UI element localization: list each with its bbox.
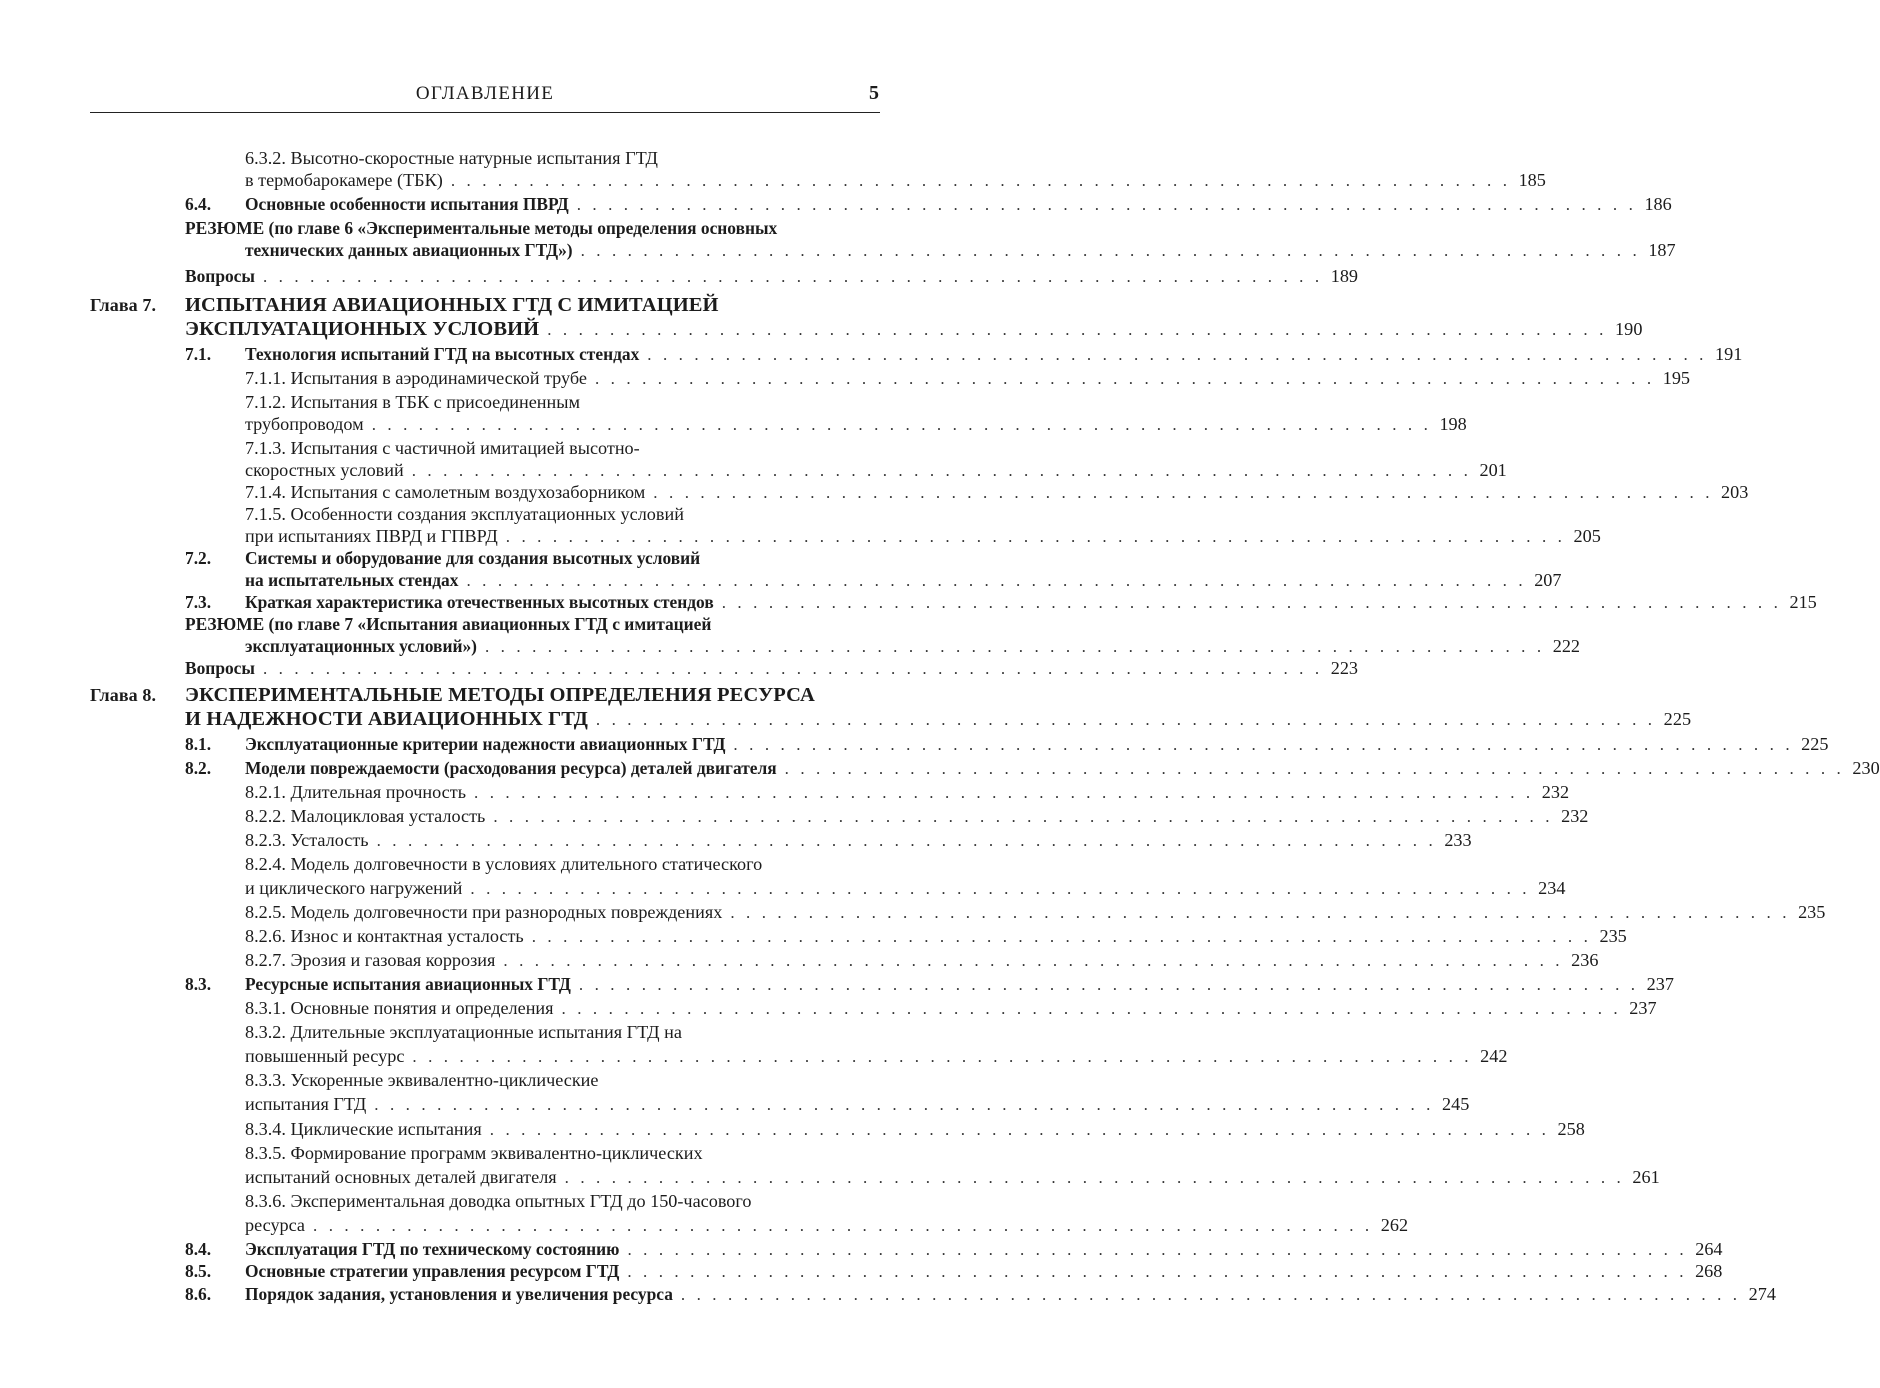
page-number: 237 — [1646, 974, 1674, 994]
page-number: 198 — [1439, 414, 1467, 434]
section-number: 8.6. — [185, 1284, 212, 1304]
entry-title: 8.2.4. Модель долговечности в условиях длительного статического — [245, 854, 763, 874]
page-number: 225 — [1663, 709, 1692, 729]
toc-entry-row — [245, 996, 1657, 1021]
dot-leader: . . . . . . . . . . . . . . . . . . . . . . . . . . . . . . . . . . . . . . . . . . . . . . . . . . . . . . . . . . . . . . . . . . . . — [371, 415, 1432, 434]
page-number: 235 — [1599, 926, 1627, 946]
toc-entry-row — [185, 216, 785, 240]
entry-title: и циклического нагружений — [245, 878, 463, 898]
dot-leader: . . . . . . . . . . . . . . . . . . . . . . . . . . . . . . . . . . . . . . . . . . . . . . . . . . . . . . . . . . . . . . . . . . . . — [576, 195, 1637, 214]
toc-entry — [0, 1165, 1660, 1189]
toc-entry-row — [245, 1282, 1776, 1307]
page-number: 235 — [1798, 902, 1826, 922]
page-number: 268 — [1695, 1261, 1723, 1281]
toc-entry-row — [245, 146, 666, 170]
entry-title: 8.3.6. Экспериментальная доводка опытных ГТД до 150-часового — [245, 1191, 752, 1211]
toc-entry-row — [245, 852, 770, 876]
toc-entry — [0, 924, 1627, 948]
entry-title: Основные стратегии управления ресурсом ГТД — [245, 1261, 620, 1281]
entry-title: испытания ГТД — [245, 1094, 367, 1114]
entry-title: Краткая характеристика отечественных высотных стендов — [245, 592, 714, 612]
dot-leader: . . . . . . . . . . . . . . . . . . . . . . . . . . . . . . . . . . . . . . . . . . . . . . . . . . . . . . . . . . . . . . . . . . . . — [531, 927, 1592, 946]
toc-entry — [0, 293, 969, 317]
toc-entry-row — [245, 876, 1566, 901]
dot-leader: . . . . . . . . . . . . . . . . . . . . . . . . . . . . . . . . . . . . . . . . . . . . . . . . . . . . . . . . . . . . . . . . . . . . — [376, 831, 1437, 850]
toc-entry-row — [245, 390, 588, 414]
dot-leader: . . . . . . . . . . . . . . . . . . . . . . . . . . . . . . . . . . . . . . . . . . . . . . . . . . . . . . . . . . . . . . . . . . . . — [466, 571, 1527, 590]
entry-title: испытаний основных деталей двигателя — [245, 1167, 557, 1187]
entry-title: 8.3.1. Основные понятия и определения — [245, 998, 554, 1018]
dot-leader: . . . . . . . . . . . . . . . . . . . . . . . . . . . . . . . . . . . . . . . . . . . . . . . . . . . . . . . . . . . . . . . . . . . . — [580, 241, 1641, 260]
entry-title: Технология испытаний ГТД на высотных стендах — [245, 344, 640, 364]
toc-entry — [0, 612, 969, 636]
toc-entry — [0, 948, 1599, 972]
dot-leader: . . . . . . . . . . . . . . . . . . . . . . . . . . . . . . . . . . . . . . . . . . . . . . . . . . . . . . . . . . . . . . . . . . . . — [653, 483, 1714, 502]
page-number: 215 — [1789, 592, 1817, 612]
toc-entry — [0, 900, 1826, 924]
entry-title: в термобарокамере (ТБК) — [245, 170, 443, 190]
page-number: 258 — [1557, 1119, 1585, 1139]
entry-title: РЕЗЮМЕ (по главе 6 «Экспериментальные методы определения основных — [185, 218, 778, 238]
section-number: 8.5. — [185, 1261, 212, 1281]
entry-title: 7.1.2. Испытания в ТБК с присоединенным — [245, 392, 581, 412]
toc-entry — [0, 216, 969, 240]
page-number: 186 — [1644, 194, 1672, 214]
page-number: 225 — [1801, 734, 1829, 754]
dot-leader: . . . . . . . . . . . . . . . . . . . . . . . . . . . . . . . . . . . . . . . . . . . . . . . . . . . . . . . . . . . . . . . . . . . . — [784, 759, 1845, 778]
dot-leader: . . . . . . . . . . . . . . . . . . . . . . . . . . . . . . . . . . . . . . . . . . . . . . . . . . . . . . . . . . . . . . . . . . . . — [450, 171, 1511, 190]
toc-entry — [0, 1141, 969, 1165]
entry-title: Эксплуатационные критерии надежности авиационных ГТД — [245, 734, 726, 754]
toc-entry-row — [245, 238, 1676, 263]
page-number: 205 — [1573, 526, 1601, 546]
entry-title: 6.3.2. Высотно-скоростные натурные испытания ГТД — [245, 148, 658, 168]
toc-entry — [0, 780, 1570, 804]
entry-title: 7.1.5. Особенности создания эксплуатационных условий — [245, 504, 684, 524]
dot-leader: . . . . . . . . . . . . . . . . . . . . . . . . . . . . . . . . . . . . . . . . . . . . . . . . . . . . . . . . . . . . . . . . . . . . — [474, 783, 1534, 802]
toc-entry-row — [245, 732, 1829, 757]
section-number: 6.4. — [185, 194, 212, 214]
page-number: 185 — [1518, 170, 1546, 190]
dot-leader: . . . . . . . . . . . . . . . . . . . . . . . . . . . . . . . . . . . . . . . . . . . . . . . . . . . . . . . . . . . . . . . . . . . . — [730, 903, 1791, 922]
page-number: 232 — [1541, 782, 1570, 802]
chapter-label: Глава 7. — [90, 295, 157, 315]
entry-title: 7.1.3. Испытания с частичной имитацией высотно- — [245, 438, 640, 458]
entry-title: ЭКСПЕРИМЕНТАЛЬНЫЕ МЕТОДЫ ОПРЕДЕЛЕНИЯ РЕСУРСА — [185, 684, 815, 706]
toc-entry — [0, 1068, 969, 1092]
running-header — [90, 80, 880, 113]
section-number: 8.4. — [185, 1239, 212, 1259]
entry-title: скоростных условий — [245, 460, 404, 480]
toc-entry — [0, 168, 1546, 192]
toc-entry — [0, 192, 1672, 216]
toc-entry — [0, 480, 1749, 504]
page-number: 190 — [1614, 319, 1643, 339]
chapter-label: Глава 8. — [90, 685, 157, 705]
toc-entry — [0, 568, 1562, 592]
dot-leader: . . . . . . . . . . . . . . . . . . . . . . . . . . . . . . . . . . . . . . . . . . . . . . . . . . . . . . . . . . . . . . . . . . . . — [647, 345, 1708, 364]
toc-entry-row — [245, 192, 1672, 217]
toc-entry — [0, 390, 969, 414]
toc-entry — [0, 317, 1643, 341]
header-page-number: 5 — [869, 82, 879, 104]
toc-entry — [0, 590, 1817, 614]
page-number: 232 — [1561, 806, 1589, 826]
toc-entry-row — [185, 683, 823, 707]
toc-entry — [0, 852, 969, 876]
toc-entry — [0, 1213, 1409, 1237]
dot-leader: . . . . . . . . . . . . . . . . . . . . . . . . . . . . . . . . . . . . . . . . . . . . . . . . . . . . . . . . . . . . . . . . . . . . — [627, 1262, 1688, 1281]
toc-entry-row — [245, 1165, 1660, 1190]
entry-title: 7.1.4. Испытания с самолетным воздухозаборником — [245, 482, 646, 502]
toc-entry — [0, 1259, 1723, 1283]
toc-entry-row — [245, 828, 1472, 853]
section-number: 7.1. — [185, 344, 212, 364]
page-number: 234 — [1538, 878, 1566, 898]
toc-entry — [0, 683, 969, 707]
toc-entry — [0, 1189, 969, 1213]
dot-leader: . . . . . . . . . . . . . . . . . . . . . . . . . . . . . . . . . . . . . . . . . . . . . . . . . . . . . . . . . . . . . . . . . . . . — [680, 1285, 1741, 1304]
page-number: 242 — [1480, 1046, 1508, 1066]
entry-title: при испытаниях ПВРД и ГПВРД — [245, 526, 498, 546]
entry-title: на испытательных стендах — [245, 570, 459, 590]
toc-entry — [0, 1282, 1776, 1306]
entry-title: ЭКСПЛУАТАЦИОННЫХ УСЛОВИЙ — [185, 318, 540, 340]
toc-entry — [0, 656, 1359, 680]
entry-title: 8.2.5. Модель долговечности при разнородных повреждениях — [245, 902, 723, 922]
page-number: 222 — [1552, 636, 1581, 656]
page-number: 262 — [1380, 1215, 1409, 1235]
entry-title: 8.2.3. Усталость — [245, 830, 369, 850]
toc-entry — [0, 828, 1472, 852]
entry-title: РЕЗЮМЕ (по главе 7 «Испытания авиационных ГТД с имитацией — [185, 614, 712, 634]
page-number: 187 — [1648, 240, 1676, 260]
entry-title: Ресурсные испытания авиационных ГТД — [245, 974, 571, 994]
toc-entry — [0, 732, 1829, 756]
dot-leader: . . . . . . . . . . . . . . . . . . . . . . . . . . . . . . . . . . . . . . . . . . . . . . . . . . . . . . . . . . . . . . . . . . . . — [489, 1120, 1550, 1139]
toc-entry — [0, 876, 1566, 900]
toc-entry-row — [245, 546, 708, 570]
toc-entry-row — [245, 1068, 606, 1092]
toc-entry — [0, 1092, 1470, 1116]
toc-entry-row — [245, 412, 1467, 437]
dot-leader: . . . . . . . . . . . . . . . . . . . . . . . . . . . . . . . . . . . . . . . . . . . . . . . . . . . . . . . . . . . . . . . . . . . . — [733, 735, 1794, 754]
toc-entry — [0, 1020, 969, 1044]
toc-entry-row — [185, 707, 1692, 732]
toc-entry-row — [245, 972, 1674, 997]
toc-entry-row — [245, 1092, 1470, 1117]
toc-entry-row — [245, 1044, 1508, 1069]
toc-entry-row — [245, 1117, 1585, 1142]
entry-title: эксплуатационных условий») — [245, 636, 477, 656]
toc-entry-row — [185, 612, 719, 636]
page-number: 236 — [1571, 950, 1599, 970]
page-number: 264 — [1695, 1239, 1723, 1259]
toc-entry — [0, 996, 1657, 1020]
toc-entry — [0, 146, 969, 170]
dot-leader: . . . . . . . . . . . . . . . . . . . . . . . . . . . . . . . . . . . . . . . . . . . . . . . . . . . . . . . . . . . . . . . . . . . . — [721, 593, 1782, 612]
toc-entry-row — [245, 1259, 1723, 1284]
toc-entry — [0, 1044, 1508, 1068]
dot-leader: . . . . . . . . . . . . . . . . . . . . . . . . . . . . . . . . . . . . . . . . . . . . . . . . . . . . . . . . . . . . . . . . . . . . — [313, 1216, 1373, 1235]
page-number: 237 — [1629, 998, 1657, 1018]
toc-entry — [0, 412, 1467, 436]
toc-entry — [0, 366, 1690, 390]
entry-title: 8.2.2. Малоцикловая усталость — [245, 806, 486, 826]
entry-title: Вопросы — [185, 658, 255, 678]
toc-entry — [0, 707, 1692, 731]
entry-title: Модели повреждаемости (расходования ресурса) деталей двигателя — [245, 758, 777, 778]
toc-entry — [0, 804, 1589, 828]
toc-entry-row — [185, 656, 1359, 681]
page-number: 195 — [1662, 368, 1690, 388]
entry-title: Порядок задания, установления и увеличения ресурса — [245, 1284, 673, 1304]
toc-entry — [0, 1117, 1585, 1141]
entry-title: 8.3.5. Формирование программ эквивалентно-циклических — [245, 1143, 703, 1163]
toc-entry-row — [245, 900, 1826, 925]
page-number: 261 — [1632, 1167, 1660, 1187]
toc-entry — [0, 502, 969, 526]
toc-entry — [0, 756, 1880, 780]
entry-title: 8.3.4. Циклические испытания — [245, 1119, 482, 1139]
toc-entry-row — [245, 780, 1570, 805]
entry-title: И НАДЕЖНОСТИ АВИАЦИОННЫХ ГТД — [185, 708, 588, 730]
dot-leader: . . . . . . . . . . . . . . . . . . . . . . . . . . . . . . . . . . . . . . . . . . . . . . . . . . . . . . . . . . . . . . . . . . . . — [595, 710, 1656, 729]
entry-title: 8.3.3. Ускоренные эквивалентно-циклические — [245, 1070, 599, 1090]
dot-leader: . . . . . . . . . . . . . . . . . . . . . . . . . . . . . . . . . . . . . . . . . . . . . . . . . . . . . . . . . . . . . . . . . . . . — [594, 369, 1655, 388]
toc-entry — [0, 1237, 1723, 1261]
dot-leader: . . . . . . . . . . . . . . . . . . . . . . . . . . . . . . . . . . . . . . . . . . . . . . . . . . . . . . . . . . . . . . . . . . . . — [547, 320, 1607, 339]
page-number: 223 — [1330, 658, 1359, 678]
dot-leader: . . . . . . . . . . . . . . . . . . . . . . . . . . . . . . . . . . . . . . . . . . . . . . . . . . . . . . . . . . . . . . . . . . . . — [262, 659, 1323, 678]
entry-title: технических данных авиационных ГТД») — [245, 240, 573, 260]
entry-title: Системы и оборудование для создания высотных условий — [245, 548, 701, 568]
entry-title: 8.2.1. Длительная прочность — [245, 782, 466, 802]
toc-entry — [0, 342, 1743, 366]
toc-entry-row — [245, 366, 1690, 391]
page-number: 207 — [1534, 570, 1562, 590]
page-number: 191 — [1715, 344, 1743, 364]
toc-entry — [0, 264, 1359, 288]
dot-leader: . . . . . . . . . . . . . . . . . . . . . . . . . . . . . . . . . . . . . . . . . . . . . . . . . . . . . . . . . . . . . . . . . . . . — [578, 975, 1639, 994]
section-number: 7.2. — [185, 548, 212, 568]
toc-entry-row — [245, 1141, 711, 1165]
toc-entry — [0, 458, 1507, 482]
toc-entry-row — [245, 948, 1599, 973]
dot-leader: . . . . . . . . . . . . . . . . . . . . . . . . . . . . . . . . . . . . . . . . . . . . . . . . . . . . . . . . . . . . . . . . . . . . — [470, 879, 1531, 898]
entry-title: ИСПЫТАНИЯ АВИАЦИОННЫХ ГТД С ИМИТАЦИЕЙ — [185, 294, 719, 316]
section-number: 8.3. — [185, 974, 212, 994]
page-number: 189 — [1330, 266, 1359, 286]
dot-leader: . . . . . . . . . . . . . . . . . . . . . . . . . . . . . . . . . . . . . . . . . . . . . . . . . . . . . . . . . . . . . . . . . . . . — [262, 267, 1323, 286]
section-number: 8.1. — [185, 734, 212, 754]
toc-entry-row — [245, 168, 1546, 193]
entry-title: 8.3.2. Длительные эксплуатационные испытания ГТД на — [245, 1022, 682, 1042]
toc-entry — [0, 972, 1674, 996]
entry-title: трубопроводом — [245, 414, 364, 434]
toc-entry-row — [185, 317, 1643, 342]
dot-leader: . . . . . . . . . . . . . . . . . . . . . . . . . . . . . . . . . . . . . . . . . . . . . . . . . . . . . . . . . . . . . . . . . . . . — [493, 807, 1554, 826]
dot-leader: . . . . . . . . . . . . . . . . . . . . . . . . . . . . . . . . . . . . . . . . . . . . . . . . . . . . . . . . . . . . . . . . . . . . — [374, 1095, 1435, 1114]
page-number: 201 — [1479, 460, 1507, 480]
entry-title: 7.1.1. Испытания в аэродинамической трубе — [245, 368, 587, 388]
toc-entry — [0, 546, 969, 570]
section-number: 8.2. — [185, 758, 212, 778]
section-number: 7.3. — [185, 592, 212, 612]
dot-leader: . . . . . . . . . . . . . . . . . . . . . . . . . . . . . . . . . . . . . . . . . . . . . . . . . . . . . . . . . . . . . . . . . . . . — [412, 1047, 1473, 1066]
toc-entry-row — [245, 1020, 690, 1044]
toc-entry-row — [185, 293, 727, 317]
entry-title: Основные особенности испытания ПВРД — [245, 194, 569, 214]
toc-entry-row — [245, 1213, 1409, 1238]
page-number: 274 — [1748, 1284, 1776, 1304]
dot-leader: . . . . . . . . . . . . . . . . . . . . . . . . . . . . . . . . . . . . . . . . . . . . . . . . . . . . . . . . . . . . . . . . . . . . — [627, 1240, 1688, 1259]
dot-leader: . . . . . . . . . . . . . . . . . . . . . . . . . . . . . . . . . . . . . . . . . . . . . . . . . . . . . . . . . . . . . . . . . . . . — [411, 461, 1472, 480]
toc-entry — [0, 436, 969, 460]
dot-leader: . . . . . . . . . . . . . . . . . . . . . . . . . . . . . . . . . . . . . . . . . . . . . . . . . . . . . . . . . . . . . . . . . . . . — [484, 637, 1545, 656]
dot-leader: . . . . . . . . . . . . . . . . . . . . . . . . . . . . . . . . . . . . . . . . . . . . . . . . . . . . . . . . . . . . . . . . . . . . — [564, 1168, 1625, 1187]
dot-leader: . . . . . . . . . . . . . . . . . . . . . . . . . . . . . . . . . . . . . . . . . . . . . . . . . . . . . . . . . . . . . . . . . . . . — [503, 951, 1564, 970]
toc-entry-row — [245, 924, 1627, 949]
entry-title: 8.2.7. Эрозия и газовая коррозия — [245, 950, 496, 970]
header-title: ОГЛАВЛЕНИЕ — [415, 83, 555, 104]
toc-entry — [0, 634, 1581, 658]
toc-entry-row — [245, 804, 1589, 829]
toc-entry-row — [245, 502, 692, 526]
toc-entry — [0, 524, 1601, 548]
page-number: 203 — [1721, 482, 1749, 502]
dot-leader: . . . . . . . . . . . . . . . . . . . . . . . . . . . . . . . . . . . . . . . . . . . . . . . . . . . . . . . . . . . . . . . . . . . . — [561, 999, 1622, 1018]
entry-title: Эксплуатация ГТД по техническому состоянию — [245, 1239, 620, 1259]
toc-entry-row — [185, 264, 1359, 289]
page-number: 233 — [1444, 830, 1472, 850]
entry-title: повышенный ресурс — [245, 1046, 405, 1066]
toc-entry — [0, 238, 1676, 262]
toc-entry-row — [245, 756, 1880, 781]
dot-leader: . . . . . . . . . . . . . . . . . . . . . . . . . . . . . . . . . . . . . . . . . . . . . . . . . . . . . . . . . . . . . . . . . . . . — [505, 527, 1566, 546]
page-number: 245 — [1442, 1094, 1470, 1114]
entry-title: ресурса — [245, 1215, 306, 1235]
toc-entry-row — [245, 436, 648, 460]
toc-entry-row — [245, 1189, 759, 1213]
entry-title: Вопросы — [185, 266, 255, 286]
entry-title: 8.2.6. Износ и контактная усталость — [245, 926, 524, 946]
page-number: 230 — [1852, 758, 1880, 778]
toc-entry-row — [245, 342, 1743, 367]
